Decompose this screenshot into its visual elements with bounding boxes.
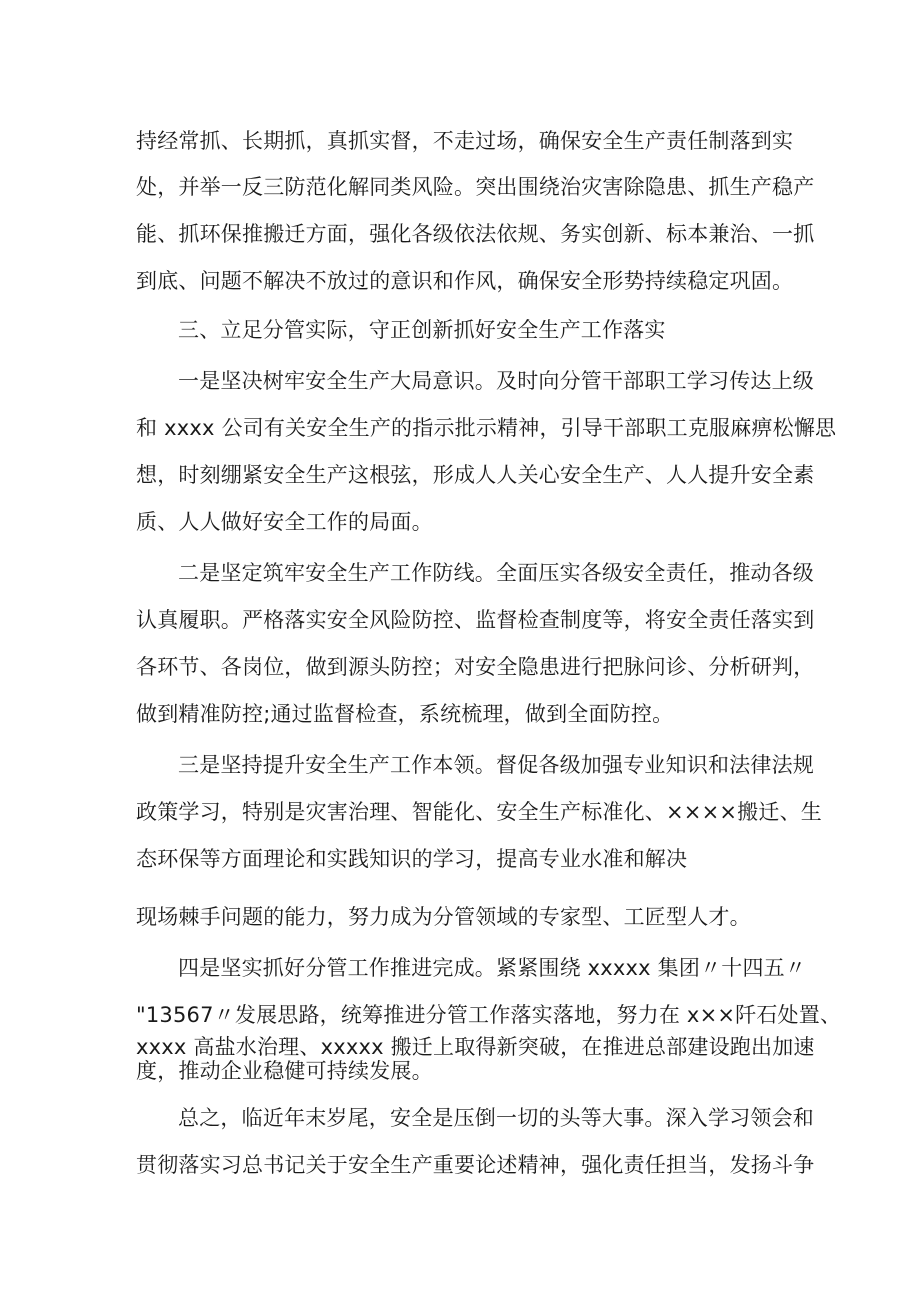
paragraph-line: 贯彻落实习总书记关于安全生产重要论述精神，强化责任担当，发扬斗争 xyxy=(136,1153,815,1177)
paragraph-line: "13567〃发展思路，统筹推进分管工作落实落地，努力在 x××阡石处置、 xyxy=(136,1003,842,1027)
paragraph-line: 三是坚持提升安全生产工作本领。督促各级加强专业知识和法律法规 xyxy=(178,753,814,777)
paragraph-line: 持经常抓、长期抓，真抓实督，不走过场，确保安全生产责任制落到实 xyxy=(136,129,794,153)
paragraph-line: xxxx 高盐水治理、xxxxx 搬迁上取得新突破，在推进总部建设跑出加速 xyxy=(136,1035,815,1059)
section-heading: 三、立足分管实际，守正创新抓好安全生产工作落实 xyxy=(178,318,666,342)
paragraph-line: 一是坚决树牢安全生产大局意识。及时向分管干部职工学习传达上级 xyxy=(178,369,814,393)
paragraph-line: 到底、问题不解决不放过的意识和作风，确保安全形势持续稳定巩固。 xyxy=(136,269,794,293)
paragraph-line: 总之，临近年末岁尾，安全是压倒一切的头等大事。深入学习领会和 xyxy=(178,1106,814,1130)
paragraph-line: 处，并举一反三防范化解同类风险。突出围绕治灾害除隐患、抓生产稳产 xyxy=(136,175,815,199)
paragraph-line: 做到精准防控;通过监督检查，系统梳理，做到全面防控。 xyxy=(136,702,674,726)
paragraph-line: 四是坚实抓好分管工作推进完成。紧紧围绕 xxxxx 集团〃十四五〃 xyxy=(178,956,807,980)
paragraph-line: 各环节、各岗位，做到源头防控；对安全隐患进行把脉问诊、分析研判， xyxy=(136,655,815,679)
paragraph-line: 想，时刻绷紧安全生产这根弦，形成人人关心安全生产、人人提升安全素 xyxy=(136,463,815,487)
paragraph-line: 认真履职。严格落实安全风险防控、监督检查制度等，将安全责任落实到 xyxy=(136,608,815,632)
paragraph-line: 度，推动企业稳健可持续发展。 xyxy=(136,1059,433,1083)
paragraph-line: 二是坚定筑牢安全生产工作防线。全面压实各级安全责任，推动各级 xyxy=(178,561,814,585)
paragraph-line: 和 xxxx 公司有关安全生产的指示批示精神，引导干部职工克服麻痹松懈思 xyxy=(136,416,837,440)
paragraph-line: 态环保等方面理论和实践知识的学习，提高专业水准和解决 xyxy=(136,847,688,871)
paragraph-line: 政策学习，特别是灾害治理、智能化、安全生产标准化、××××搬迁、生 xyxy=(136,800,822,824)
paragraph-line: 质、人人做好安全工作的局面。 xyxy=(136,510,433,534)
paragraph-line: 能、抓环保推搬迁方面，强化各级依法依规、务实创新、标本兼治、一抓 xyxy=(136,222,815,246)
paragraph-line: 现场棘手问题的能力，努力成为分管领域的专家型、工匠型人才。 xyxy=(136,905,751,929)
